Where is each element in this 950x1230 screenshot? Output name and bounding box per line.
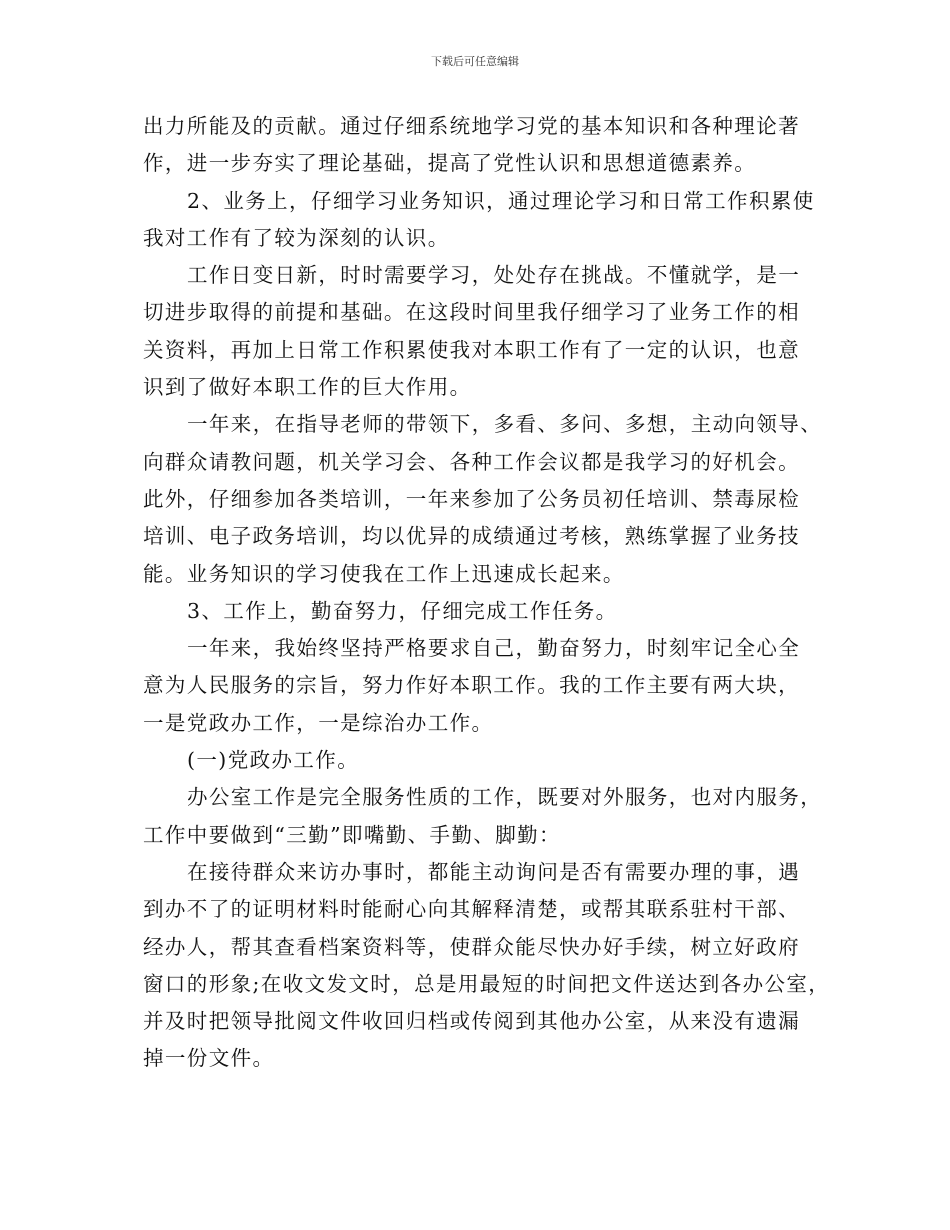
text-line: 出力所能及的贡献。通过仔细系统地学习党的基本知识和各种理论著 bbox=[143, 114, 800, 138]
paragraph-start: 在接待群众来访办事时，都能主动询问是否有需要办理的事，遇 bbox=[187, 859, 801, 884]
text-line: 识到了做好本职工作的巨大作用。 bbox=[143, 375, 472, 400]
text-line: 培训、电子政务培训，均以优异的成绩通过考核，熟练掌握了业务技 bbox=[143, 524, 800, 549]
text-line: 一是党政办工作，一是综治办工作。 bbox=[143, 710, 494, 735]
text-line: 掉一份文件。 bbox=[143, 1046, 275, 1071]
text-line: 窗口的形象;在收文发文时，总是用最短的时间把文件送达到各办公室， bbox=[143, 971, 831, 996]
section-heading: 2、业务上，仔细学习业务知识，通过理论学习和日常工作积累使 bbox=[187, 188, 815, 213]
page-header: 下载后可任意编辑 bbox=[431, 55, 519, 68]
text-line: 切进步取得的前提和基础。在这段时间里我仔细学习了业务工作的相 bbox=[143, 300, 800, 325]
text-line: 并及时把领导批阅文件收回归档或传阅到其他办公室，从来没有遗漏 bbox=[143, 1009, 800, 1034]
text-line: 作，进一步夯实了理论基础，提高了党性认识和思想道德素养。 bbox=[143, 151, 757, 176]
document-body bbox=[143, 108, 831, 1078]
paragraph-start: 一年来，我始终坚持严格要求自己，勤奋努力，时刻牢记全心全 bbox=[187, 636, 801, 661]
paragraph-start: 工作日变日新，时时需要学习，处处存在挑战。不懂就学，是一 bbox=[187, 263, 801, 288]
text-line: 意为人民服务的宗旨，努力作好本职工作。我的工作主要有两大块， bbox=[143, 673, 800, 698]
text-line: 关资料，再加上日常工作积累使我对本职工作有了一定的认识，也意 bbox=[143, 337, 800, 362]
paragraph-start: 一年来，在指导老师的带领下，多看、多问、多想，主动向领导、 bbox=[187, 412, 823, 437]
text-line: 工作中要做到“三勤”即嘴勤、手勤、脚勤： bbox=[143, 822, 561, 847]
text-line: 我对工作有了较为深刻的认识。 bbox=[143, 225, 450, 250]
section-heading: 3、工作上，勤奋努力，仔细完成工作任务。 bbox=[187, 598, 618, 623]
text-line: 经办人，帮其查看档案资料等，使群众能尽快办好手续，树立好政府 bbox=[143, 934, 800, 959]
text-line: 此外，仔细参加各类培训，一年来参加了公务员初任培训、禁毒尿检 bbox=[143, 486, 800, 511]
paragraph-start: 办公室工作是完全服务性质的工作，既要对外服务，也对内服务， bbox=[187, 785, 823, 810]
text-line: 到办不了的证明材料时能耐心向其解释清楚，或帮其联系驻村干部、 bbox=[143, 897, 800, 922]
text-line: 向群众请教问题，机关学习会、各种工作会议都是我学习的好机会。 bbox=[143, 449, 800, 474]
text-line: 能。业务知识的学习使我在工作上迅速成长起来。 bbox=[143, 561, 625, 586]
subsection-heading: (一)党政办工作。 bbox=[187, 748, 360, 773]
